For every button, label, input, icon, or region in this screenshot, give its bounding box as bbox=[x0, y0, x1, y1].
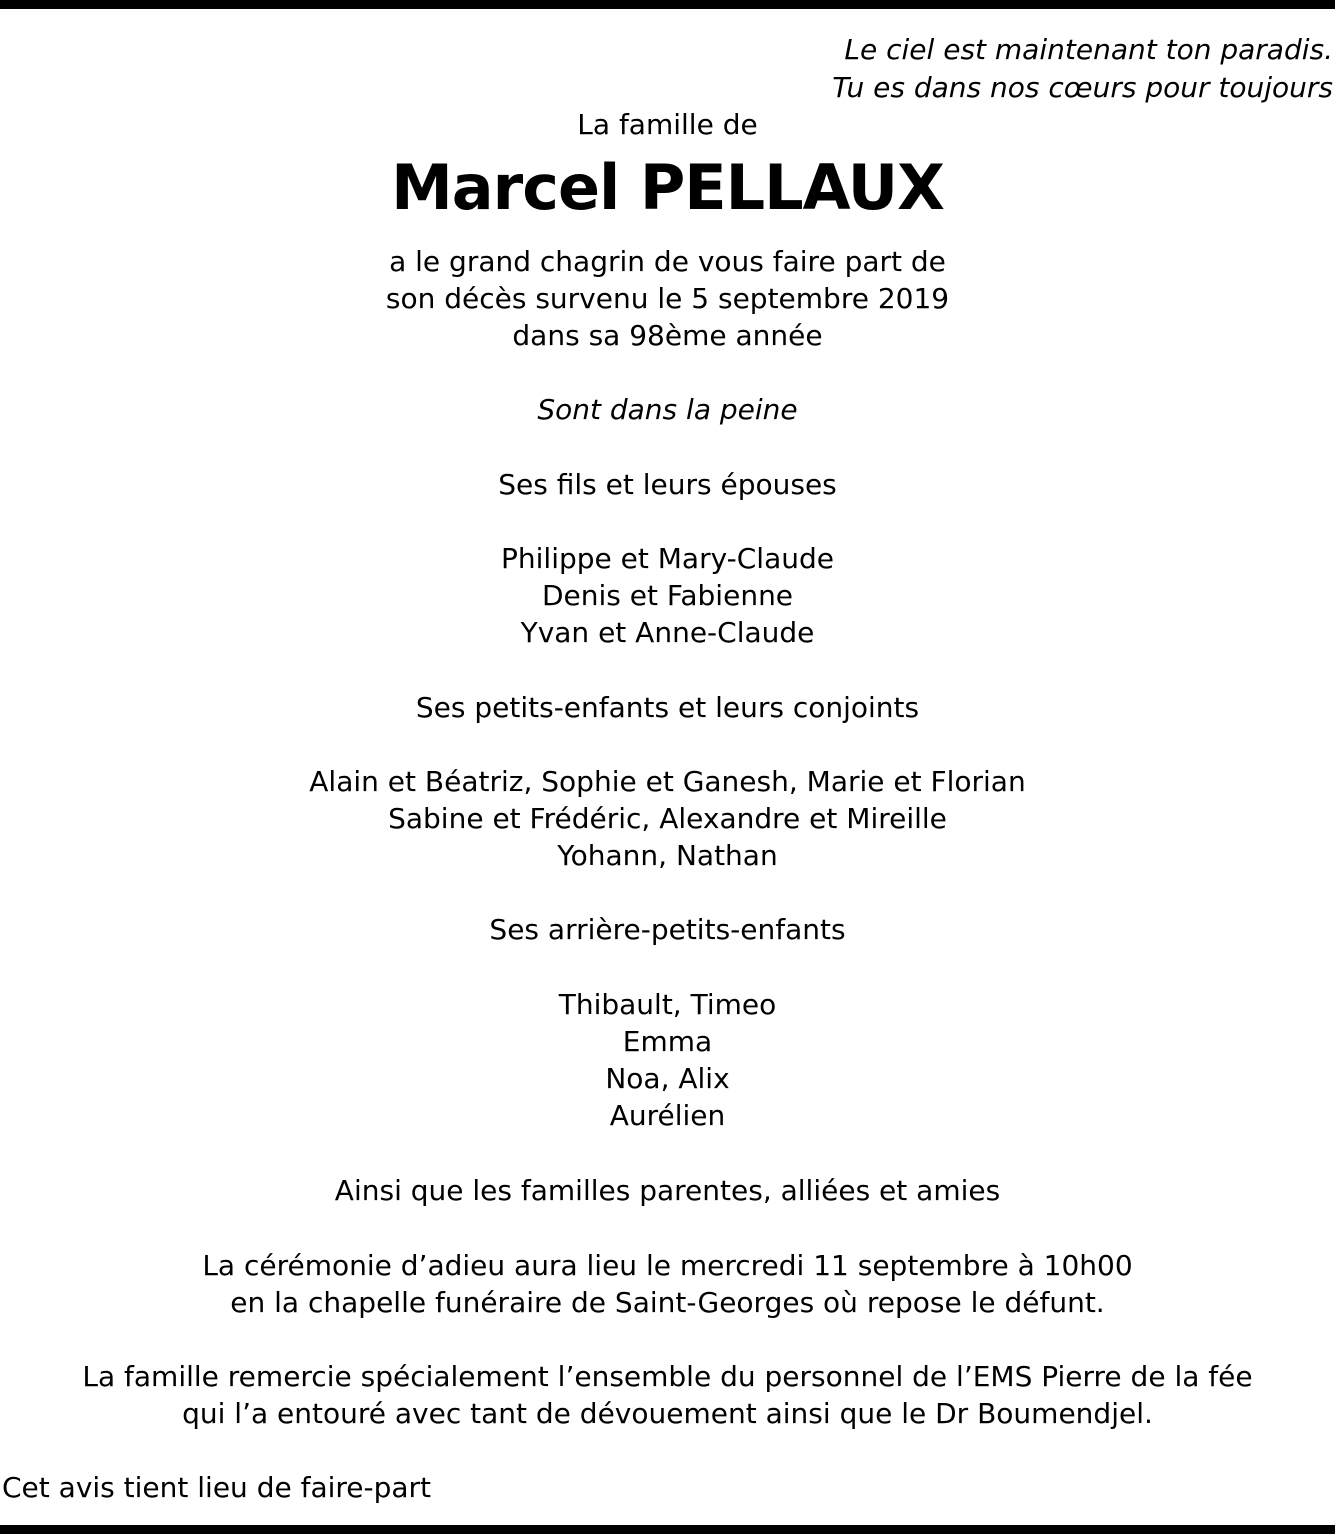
announcement-line-1: a le grand chagrin de vous faire part de bbox=[389, 245, 946, 278]
thanks-line-2: qui l’a entouré avec tant de dévouement ainsi que le Dr Boumendjel. bbox=[182, 1397, 1153, 1430]
grandchildren-line-3: Yohann, Nathan bbox=[557, 839, 778, 872]
grandchildren-heading: Ses petits-enfants et leurs conjoints bbox=[415, 691, 920, 724]
grandchildren-line-1: Alain et Béatriz, Sophie et Ganesh, Marie et Florian bbox=[309, 765, 1026, 798]
great-grandchildren-line-4: Aurélien bbox=[609, 1099, 726, 1132]
grandchildren-line-2: Sabine et Frédéric, Alexandre et Mireille bbox=[388, 802, 947, 835]
epigraph-line-1: Le ciel est maintenant ton paradis. bbox=[844, 33, 1333, 66]
great-grandchildren-heading: Ses arrière-petits-enfants bbox=[489, 913, 846, 946]
great-grandchildren-line-2: Emma bbox=[622, 1025, 713, 1058]
top-border-rule bbox=[0, 0, 1335, 9]
sons-name-3: Yvan et Anne-Claude bbox=[520, 616, 815, 649]
extended-family-text: Ainsi que les familles parentes, alliées et amies bbox=[334, 1174, 1001, 1207]
epigraph-line-2: Tu es dans nos cœurs pour toujours bbox=[832, 71, 1333, 104]
sons-name-2: Denis et Fabienne bbox=[541, 579, 794, 612]
great-grandchildren-line-3: Noa, Alix bbox=[605, 1062, 730, 1095]
deceased-name: Marcel PELLAUX bbox=[391, 151, 944, 224]
bottom-border-rule bbox=[0, 1525, 1335, 1534]
intro-text: La famille de bbox=[577, 108, 758, 141]
announcement-line-3: dans sa 98ème année bbox=[512, 319, 823, 352]
great-grandchildren-line-1: Thibault, Timeo bbox=[558, 988, 777, 1021]
mourners-heading: Sont dans la peine bbox=[537, 393, 798, 426]
sons-heading: Ses fils et leurs épouses bbox=[498, 468, 837, 501]
ceremony-line-1: La cérémonie d’adieu aura lieu le mercredi 11 septembre à 10h00 bbox=[202, 1249, 1133, 1282]
sons-name-1: Philippe et Mary-Claude bbox=[501, 542, 834, 575]
ceremony-line-2: en la chapelle funéraire de Saint-Georges où repose le défunt. bbox=[230, 1286, 1105, 1319]
footer-note: Cet avis tient lieu de faire-part bbox=[2, 1471, 432, 1504]
announcement-line-2: son décès survenu le 5 septembre 2019 bbox=[385, 282, 950, 315]
thanks-line-1: La famille remercie spécialement l’ensemble du personnel de l’EMS Pierre de la fée bbox=[82, 1360, 1253, 1393]
